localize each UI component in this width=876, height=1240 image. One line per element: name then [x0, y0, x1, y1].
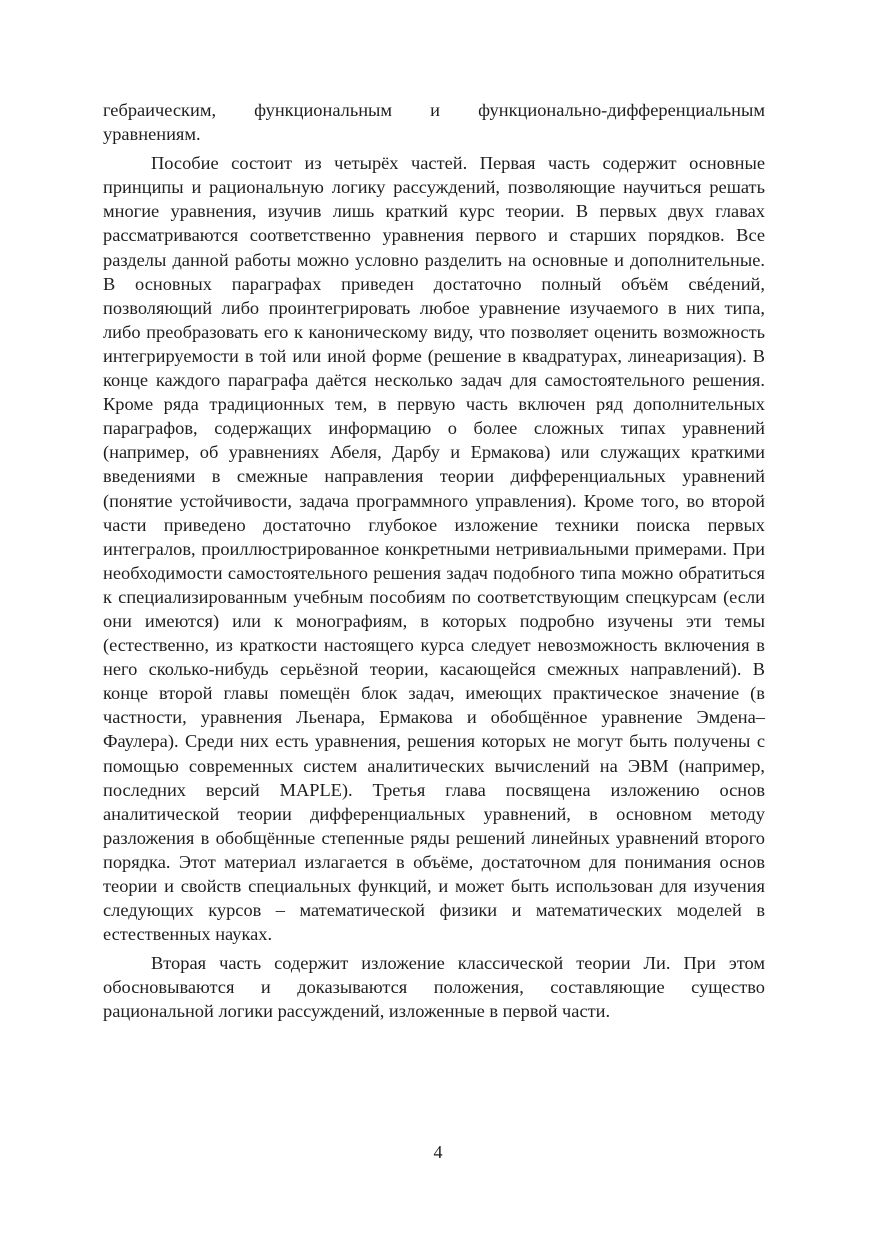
body-text: [103, 98, 765, 1024]
paragraph-continuation: гебраическим, функциональным и функционально-дифференциальным уравнениям.: [103, 100, 765, 145]
paragraph-second-part: Вторая часть содержит изложение классической теории Ли. При этом обосновываются и доказываются положения, составляющие существо рациональной логики рассуждений, изложенные в первой части.: [103, 953, 765, 1022]
page-number: 4: [433, 1142, 443, 1162]
paragraph-structure-overview: Пособие состоит из четырёх частей. Первая часть содержит основные принципы и рациональную логику рассуждений, позволяющие научиться решать многие уравнения, изучив лишь краткий курс теории. В первых двух главах рассматриваются соответственно уравнения первого и старших порядков. Все разделы данной работы можно условно разделить на основные и дополнительные. В основных параграфах приведен достаточно полный объём свéдений, позволяющий либо проинтегрировать любое уравнение изучаемого в них типа, либо преобразовать его к каноническому виду, что позволяет оценить возможность интегрируемости в той или иной форме (решение в квадратурах, линеаризация). В конце каждого параграфа даётся несколько задач для самостоятельного решения. Кроме ряда традиционных тем, в первую часть включен ряд дополнительных параграфов, содержащих информацию о более сложных типах уравнений (например, об уравнениях Абеля, Дарбу и Ермакова) или служащих краткими введениями в смежные направления теории дифференциальных уравнений (понятие устойчивости, задача программного управления). Кроме того, во второй части приведено достаточно глубокое изложение техники поиска первых интегралов, проиллюстрированное конкретными нетривиальными примерами. При необходимости самостоятельного решения задач подобного типа можно обратиться к специализированным учебным пособиям по соответствующим спецкурсам (если они имеются) или к монографиям, в которых подробно изучены эти темы (естественно, из краткости настоящего курса следует невозможность включения в него сколько-нибудь серьёзной теории, касающейся смежных направлений). В конце второй главы помещён блок задач, имеющих практическое значение (в частности, уравнения Льенара, Ермакова и обобщённое уравнение Эмдена–Фаулера). Среди них есть уравнения, решения которых не могут быть получены с помощью современных систем аналитических вычислений на ЭВМ (например, последних версий MAPLE). Третья глава посвящена изложению основ аналитической теории дифференциальных уравнений, в основном методу разложения в обобщённые степенные ряды решений линейных уравнений второго порядка. Этот материал излагается в объёме, достаточном для понимания основ теории и свойств специальных функций, и может быть использован для изучения следующих курсов – математической физики и математических моделей в естественных науках.: [103, 153, 765, 945]
